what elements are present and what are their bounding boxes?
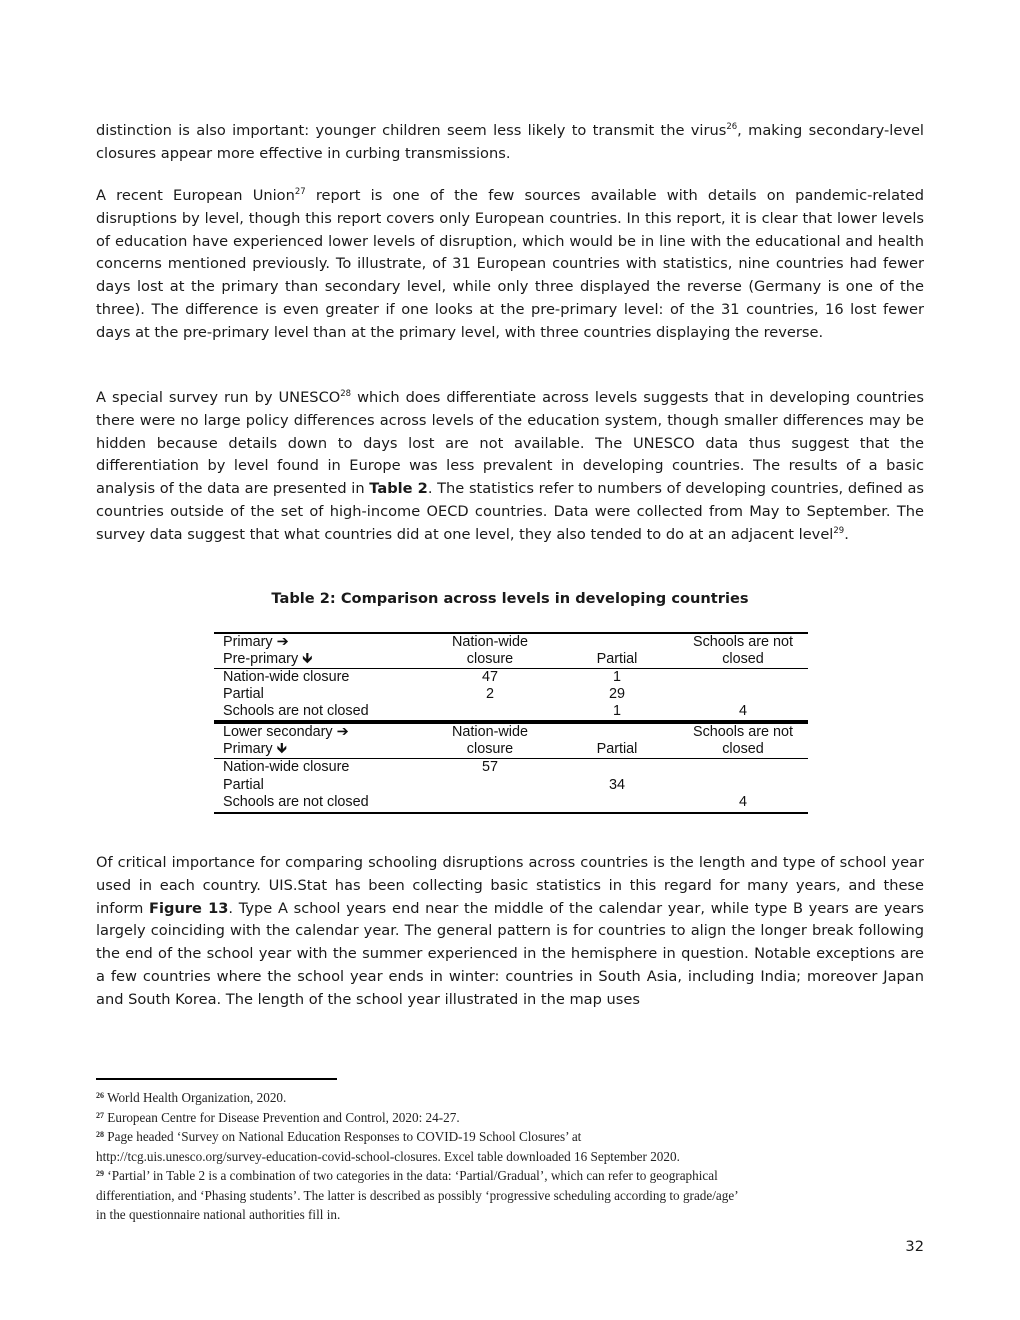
row-label: Schools are not closed — [223, 703, 369, 719]
table-cell: 4 — [678, 794, 808, 813]
footnote-number: 26 — [96, 1091, 104, 1100]
text: . The statistics refer to numbers of developing countries, defined as countries outside of the set of high-income OECD countries. Data were collected from May to September. The survey data suggest that what countries did at one level, they also tended to do at an adjacent level — [96, 480, 924, 543]
text: report is one of the few sources available with details on pandemic-related disruptions by level, though this report covers only European countries. In this report, it is clear that lower levels of education have experienced lower levels of disruption, which would be in line with the educational and health concerns mentioned previously. To illustrate, of 31 European countries with statistics, nine countries had fewer days lost at the primary than secondary level, while only three displayed the reverse (Germany is one of the three). The difference is even greater if one looks at the pre-primary level: of the 31 countries, 16 lost fewer days at the pre-primary level than at the primary level, with three countries displaying the reverse. — [96, 187, 924, 341]
table-header-row — [214, 651, 808, 669]
page-number: 32 — [905, 1238, 924, 1255]
paragraph-4 — [96, 852, 924, 1012]
table-cell — [556, 759, 678, 777]
paragraph-3 — [96, 387, 924, 547]
text: distinction is also important: younger children seem less likely to transmit the virus — [96, 122, 727, 139]
footnote-text: World Health Organization, 2020. — [107, 1090, 287, 1105]
row-label: Partial — [223, 776, 264, 793]
footnote-text: European Centre for Disease Prevention and Control, 2020: 24-27. — [107, 1109, 460, 1125]
column-header: Nation-wide — [424, 722, 556, 741]
footnote-number: 27 — [96, 1110, 104, 1120]
column-header: closed — [678, 651, 808, 669]
text: A recent European Union — [96, 187, 295, 204]
paragraph-1 — [96, 120, 924, 166]
table-row — [214, 669, 808, 687]
table-row — [214, 794, 808, 813]
footnote-text: ‘Partial’ in Table 2 is a combination of two categories in the data: ‘Partial/Gradual’, which can refer to geographical — [107, 1168, 718, 1183]
table-header-row — [214, 722, 808, 741]
table-row — [214, 686, 808, 703]
table-cell: 4 — [738, 703, 747, 719]
footnote-ref-27[interactable]: 27 — [294, 187, 306, 197]
paragraph-2 — [96, 185, 924, 345]
footnote-text: http://tcg.uis.unesco.org/survey-education-covid-school-closures. Excel table downloaded 16 September 2020. — [96, 1148, 680, 1164]
comparison-table — [214, 632, 808, 814]
text: which does differentiate across levels suggests that in developing countries there were no large policy differences across levels of the education system, though smaller differences may be hidden because details down to days lost are not available. The UNESCO data thus suggest that the differentiation by level found in Europe was less prevalent in developing countries. The results of a basic analysis of the data are presented in — [96, 389, 924, 498]
column-header: Nation-wide — [424, 633, 556, 651]
table-cell — [424, 794, 556, 813]
table-cell: 34 — [608, 776, 625, 793]
row-label: Nation-wide closure — [223, 759, 350, 775]
text: Of critical importance for comparing schooling disruptions across countries is the length and type of school year used in each country. UIS.Stat has been collecting basic statistics in this regard for many years, and these inform — [96, 854, 924, 917]
footnote-number: 29 — [96, 1169, 104, 1178]
row-label: Partial — [223, 686, 264, 702]
table-cell: 57 — [481, 759, 498, 775]
figure-reference: Figure 13 — [149, 899, 229, 917]
table-cell — [424, 703, 556, 722]
table-caption: Table 2: Comparison across levels in developing countries — [271, 590, 749, 607]
table-row — [214, 777, 808, 795]
footnote-separator — [96, 1078, 337, 1080]
footnote-ref-28[interactable]: 28 — [340, 389, 352, 399]
table-cell — [678, 777, 808, 795]
footnote-line — [96, 1186, 926, 1206]
footnote-ref-29[interactable]: 29 — [833, 525, 845, 536]
row-label: Schools are not closed — [214, 794, 424, 813]
table-cell — [556, 794, 678, 813]
table-cell — [678, 669, 808, 687]
table-cell: 29 — [608, 686, 625, 702]
footnote-number: 28 — [96, 1130, 104, 1139]
table-cell — [678, 686, 808, 703]
table-header-row — [214, 741, 808, 759]
row-level-label: Primary 🡻 — [214, 741, 424, 759]
column-header: closure — [424, 741, 556, 759]
footnote-line — [96, 1108, 926, 1128]
row-label: Nation-wide closure — [223, 669, 350, 685]
footnote-line — [96, 1127, 926, 1147]
footnote-line — [96, 1088, 926, 1108]
table-cell — [678, 759, 808, 777]
column-header: Schools are not — [678, 633, 808, 651]
table-cell: 47 — [481, 669, 498, 685]
footnote-line — [96, 1205, 926, 1225]
table-reference: Table 2 — [369, 480, 428, 498]
table-header-row — [214, 633, 808, 651]
table-cell: 1 — [612, 703, 621, 719]
footnotes — [96, 1088, 926, 1225]
column-header — [556, 722, 678, 741]
text: , making secondary-level closures appear more effective in curbing transmissions. — [96, 122, 924, 162]
column-header: closure — [424, 651, 556, 669]
row-level-label: Pre-primary 🡻 — [214, 651, 424, 669]
column-header: closed — [678, 741, 808, 759]
column-header: Partial — [556, 651, 678, 669]
column-header — [556, 633, 678, 651]
table-row — [214, 759, 808, 777]
column-header: Partial — [556, 741, 678, 759]
footnote-text: Page headed ‘Survey on National Education Responses to COVID-19 School Closures’ at — [107, 1129, 582, 1144]
footnote-ref-26[interactable]: 26 — [726, 122, 738, 132]
column-header: Schools are not — [678, 722, 808, 741]
column-level-label: Primary ➔ — [214, 633, 424, 651]
table-cell: 1 — [612, 669, 621, 685]
text: . Type A school years end near the middle of the calendar year, while type B years are years largely coinciding with the calendar year. The general pattern is for countries to align the longer break following the end of the school year with the summer experienced in the hemisphere in question. Notable exceptions are a few countries where the school year ends in winter: countries in South Asia, including India; moreover Japan and South Korea. The length of the school year illustrated in the map uses — [96, 899, 925, 1008]
footnote-line — [96, 1166, 926, 1186]
table-cell: 2 — [485, 686, 494, 702]
text: . — [844, 525, 849, 543]
footnote-line — [96, 1147, 926, 1167]
table-cell — [424, 777, 556, 795]
footnote-text: differentiation, and ‘Phasing students’. The latter is described as possibly ‘progressive scheduling according to grade/age’ — [96, 1187, 739, 1203]
text: A special survey run by UNESCO — [96, 389, 341, 406]
column-level-label: Lower secondary ➔ — [214, 722, 424, 741]
table-row — [214, 703, 808, 722]
footnote-text: in the questionnaire national authorities fill in. — [96, 1207, 341, 1222]
